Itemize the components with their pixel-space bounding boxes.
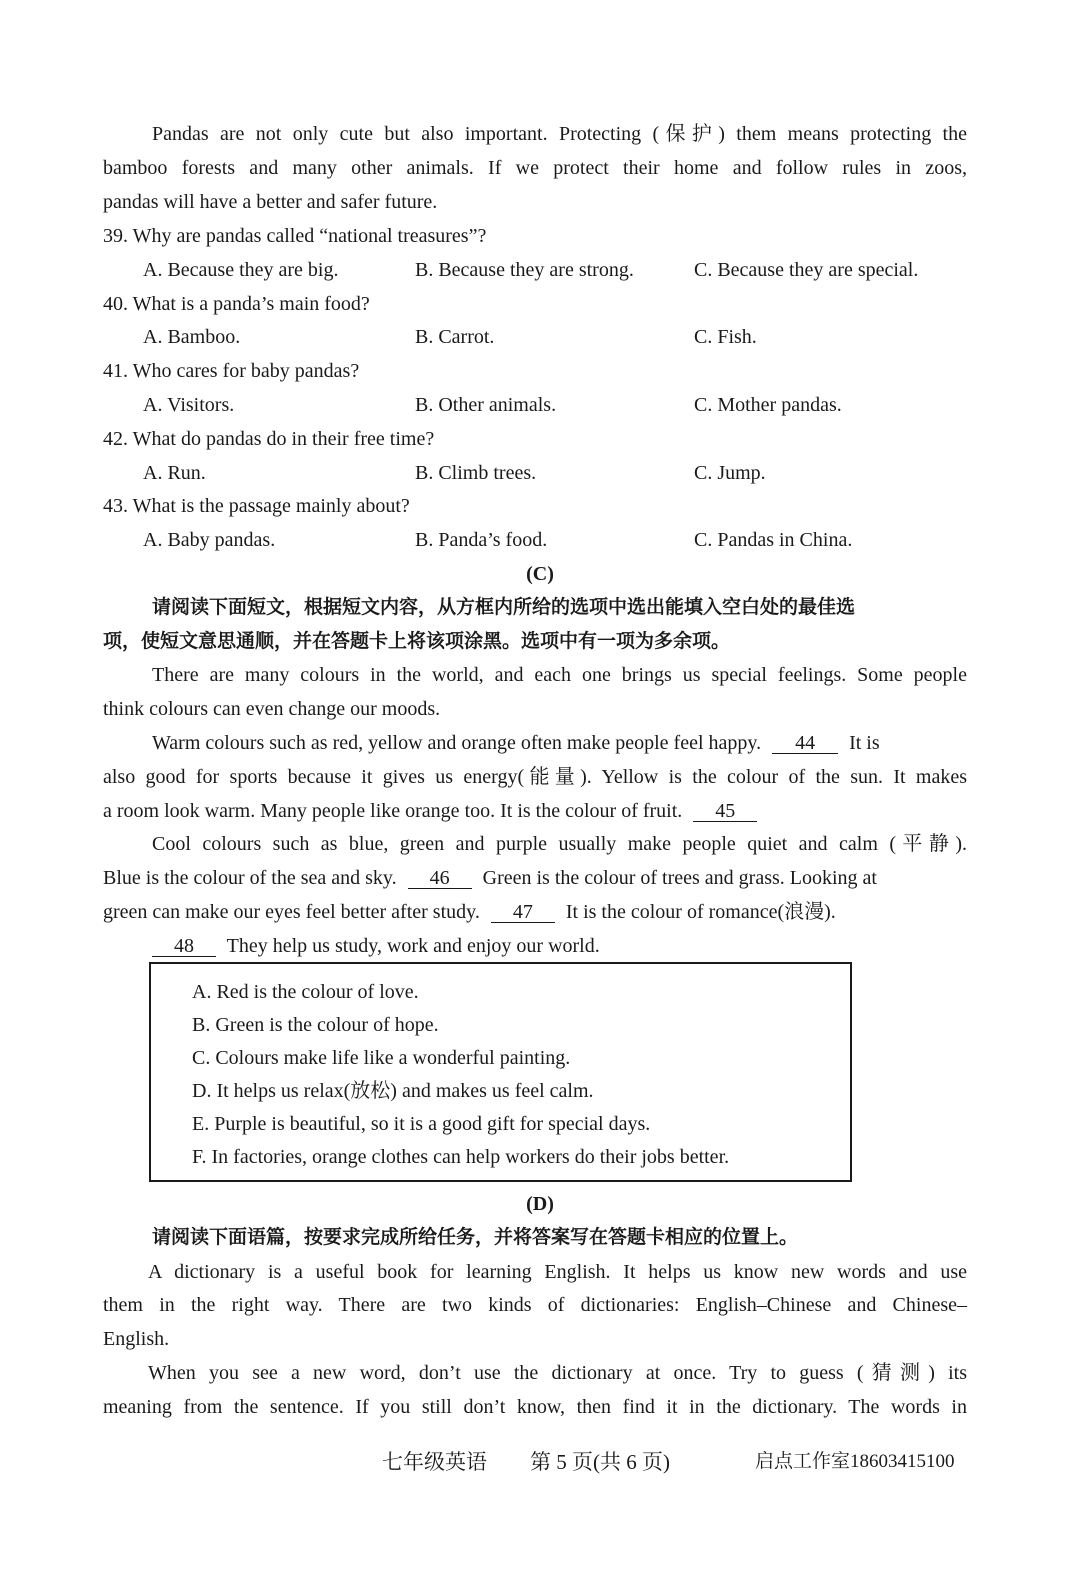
section-c-instruction: 项，使短文意思通顺，并在答题卡上将该项涂黑。选项中有一项为多余项。 (103, 630, 731, 652)
answer-blank-44: 44 (772, 733, 838, 754)
answer-blank-45: 45 (693, 801, 757, 822)
passage-line: think colours can even change our moods. (103, 698, 441, 720)
section-c-instruction: 请阅读下面短文，根据短文内容，从方框内所给的选项中选出能填入空白处的最佳选 (152, 596, 856, 618)
footer-studio: 启点工作室18603415100 (755, 1451, 955, 1472)
box-option-c: C. Colours make life like a wonderful painting. (192, 1047, 571, 1069)
option-43c: C. Pandas in China. (694, 529, 853, 551)
passage-line: English. (103, 1328, 170, 1350)
passage-text: a room look warm. Many people like orange too. It is the colour of fruit. (103, 800, 683, 822)
option-43a: A. Baby pandas. (143, 529, 276, 551)
question-43: 43. What is the passage mainly about? (103, 495, 410, 517)
passage-text: Blue is the colour of the sea and sky. (103, 867, 397, 889)
passage-line (152, 731, 880, 755)
question-42: 42. What do pandas do in their free time? (103, 428, 435, 450)
option-40b: B. Carrot. (415, 326, 495, 348)
section-d-instruction: 请阅读下面语篇，按要求完成所给任务，并将答案写在答题卡相应的位置上。 (152, 1226, 799, 1248)
passage-line: also good for sports because it gives us energy(能量). Yellow is the colour of the sun. It makes (103, 766, 967, 788)
section-c-heading: (C) (526, 563, 554, 585)
passage-line: bamboo forests and many other animals. If we protect their home and follow rules in zoos, (103, 157, 967, 179)
box-option-a: A. Red is the colour of love. (192, 981, 419, 1003)
box-option-e: E. Purple is beautiful, so it is a good gift for special days. (192, 1113, 651, 1135)
box-option-d: D. It helps us relax(放松) and makes us feel calm. (192, 1080, 594, 1102)
passage-line (152, 934, 600, 958)
passage-text: green can make our eyes feel better after study. (103, 901, 480, 923)
passage-line: meaning from the sentence. If you still don’t know, then find it in the dictionary. The words in (103, 1396, 967, 1418)
box-option-b: B. Green is the colour of hope. (192, 1014, 439, 1036)
passage-text: It is (849, 732, 880, 754)
option-39c: C. Because they are special. (694, 259, 919, 281)
answer-blank-48: 48 (152, 936, 216, 957)
section-d-heading: (D) (526, 1193, 554, 1215)
passage-line (103, 799, 757, 823)
option-40a: A. Bamboo. (143, 326, 241, 348)
option-39b: B. Because they are strong. (415, 259, 634, 281)
footer-subject: 七年级英语 (382, 1450, 487, 1474)
passage-text: It is the colour of romance(浪漫). (565, 901, 836, 923)
passage-line: There are many colours in the world, and each one brings us special feelings. Some people (152, 664, 967, 686)
passage-text: Green is the colour of trees and grass. Looking at (482, 867, 877, 889)
passage-text: They help us study, work and enjoy our world. (226, 935, 600, 957)
box-option-f: F. In factories, orange clothes can help workers do their jobs better. (192, 1146, 730, 1168)
passage-line: When you see a new word, don’t use the dictionary at once. Try to guess (猜测) its (148, 1362, 967, 1384)
question-39: 39. Why are pandas called “national treasures”? (103, 225, 487, 247)
option-41c: C. Mother pandas. (694, 394, 842, 416)
option-43b: B. Panda’s food. (415, 529, 548, 551)
passage-line: Pandas are not only cute but also important. Protecting (保护) them means protecting the (152, 123, 967, 145)
option-42c: C. Jump. (694, 462, 766, 484)
option-40c: C. Fish. (694, 326, 757, 348)
question-40: 40. What is a panda’s main food? (103, 293, 370, 315)
passage-line (103, 900, 836, 924)
option-41a: A. Visitors. (143, 394, 235, 416)
answer-blank-46: 46 (408, 868, 472, 889)
passage-line: pandas will have a better and safer future. (103, 191, 438, 213)
passage-text: Warm colours such as red, yellow and orange often make people feel happy. (152, 732, 762, 754)
footer-page-number: 第 5 页(共 6 页) (530, 1450, 670, 1474)
question-41: 41. Who cares for baby pandas? (103, 360, 360, 382)
passage-line: A dictionary is a useful book for learning English. It helps us know new words and use (148, 1261, 967, 1283)
answer-blank-47: 47 (491, 902, 555, 923)
passage-line (103, 866, 877, 890)
passage-line: them in the right way. There are two kinds of dictionaries: English–Chinese and Chinese– (103, 1294, 967, 1316)
option-42b: B. Climb trees. (415, 462, 537, 484)
passage-line: Cool colours such as blue, green and purple usually make people quiet and calm (平静). (152, 833, 967, 855)
option-39a: A. Because they are big. (143, 259, 339, 281)
option-41b: B. Other animals. (415, 394, 557, 416)
option-42a: A. Run. (143, 462, 206, 484)
